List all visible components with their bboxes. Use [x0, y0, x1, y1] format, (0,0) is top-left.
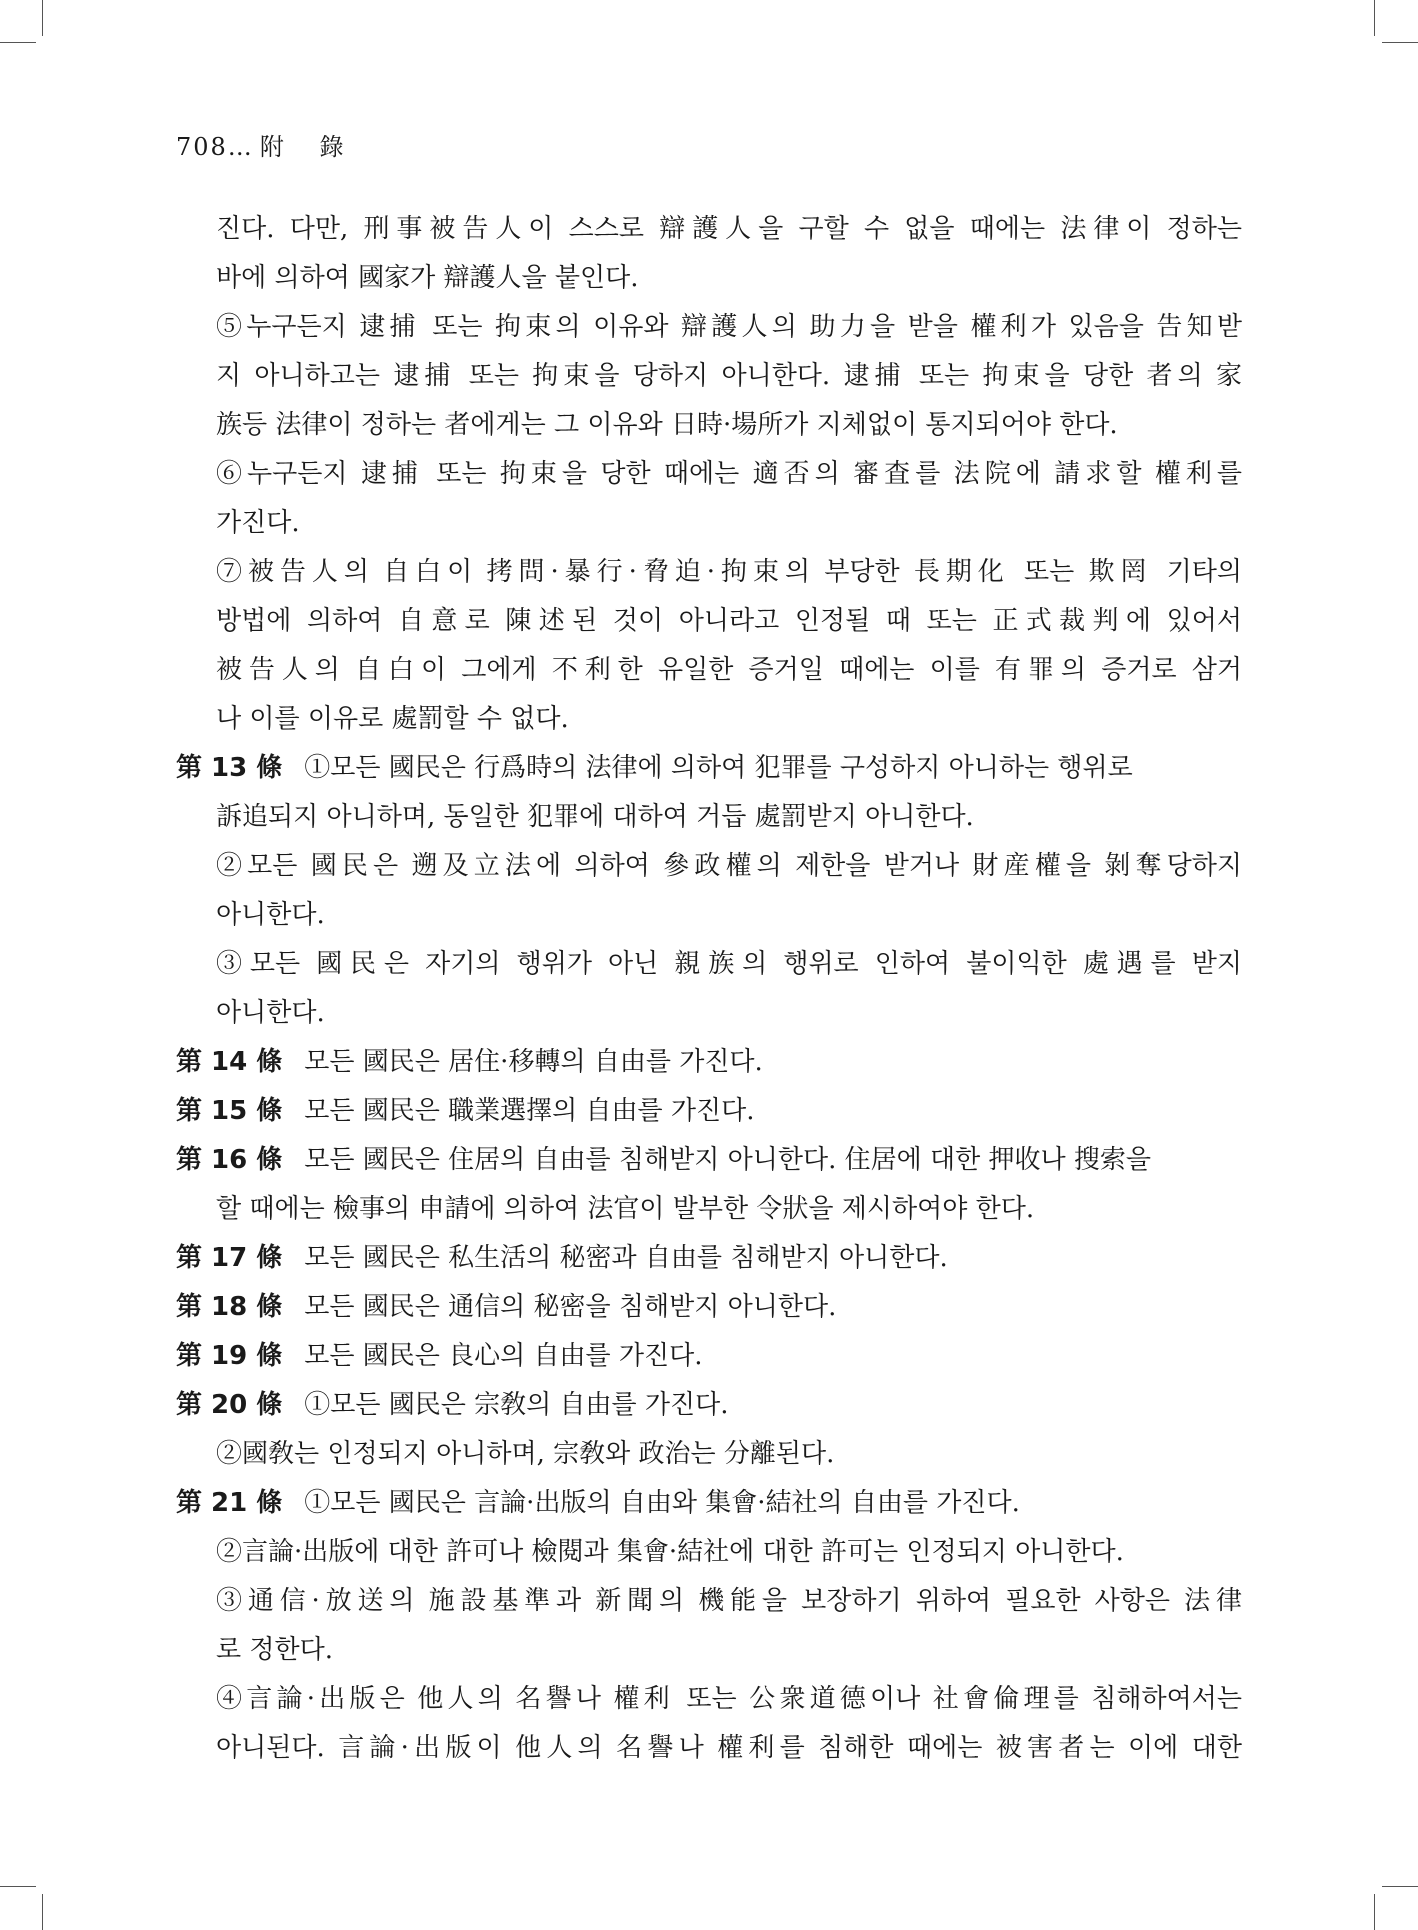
- line-text: ③通信·放送의 施設基準과 新聞의 機能을 보장하기 위하여 필요한 사항은 法律: [216, 1586, 1242, 1616]
- article-text: ①모든 國民은 宗敎의 自由를 가진다.: [304, 1390, 729, 1420]
- text-line: [176, 695, 1242, 744]
- text-line: [176, 1626, 1242, 1675]
- text-line: [176, 303, 1242, 352]
- article-line: [176, 1283, 1242, 1332]
- line-text: 아니한다.: [216, 998, 325, 1028]
- line-text: ④言論·出版은 他人의 名譽나 權利 또는 公衆道德이나 社會倫理를 침해하여서는: [216, 1684, 1242, 1714]
- text-line: [176, 1724, 1242, 1773]
- article-line: [176, 1038, 1242, 1087]
- text-line: [176, 499, 1242, 548]
- crop-mark: [0, 1886, 36, 1887]
- article-label: 第 20 條: [176, 1390, 283, 1420]
- running-title: 附 錄: [259, 133, 358, 161]
- article-label: 第 16 條: [176, 1145, 283, 1175]
- article-line: [176, 1381, 1242, 1430]
- line-text: 訴追되지 아니하며, 동일한 犯罪에 대하여 거듭 處罰받지 아니한다.: [216, 802, 974, 832]
- text-line: [176, 891, 1242, 940]
- text-line: [176, 401, 1242, 450]
- crop-mark: [1374, 0, 1375, 36]
- article-line: [176, 744, 1242, 793]
- article-line: [176, 1332, 1242, 1381]
- line-text: ②모든 國民은 遡及立法에 의하여 參政權의 제한을 받거나 財産權을 剝奪당하지: [216, 851, 1242, 881]
- line-text: 할 때에는 檢事의 申請에 의하여 法官이 발부한 令狀을 제시하여야 한다.: [216, 1194, 1035, 1224]
- text-line: [176, 597, 1242, 646]
- line-text: 가진다.: [216, 508, 300, 538]
- article-label: 第 15 條: [176, 1096, 283, 1126]
- line-text: ②國敎는 인정되지 아니하며, 宗敎와 政治는 分離된다.: [216, 1439, 835, 1469]
- crop-mark: [0, 42, 36, 43]
- text-line: [176, 548, 1242, 597]
- text-line: [176, 205, 1242, 254]
- article-line: [176, 1234, 1242, 1283]
- text-line: [176, 352, 1242, 401]
- text-line: [176, 1528, 1242, 1577]
- article-text: ①모든 國民은 言論·出版의 自由와 集會·結社의 自由를 가진다.: [304, 1488, 1020, 1518]
- text-line: [176, 989, 1242, 1038]
- text-line: [176, 793, 1242, 842]
- line-text: 나 이를 이유로 處罰할 수 없다.: [216, 704, 569, 734]
- text-line: [176, 842, 1242, 891]
- article-text: ①모든 國民은 行爲時의 法律에 의하여 犯罪를 구성하지 아니하는 행위로: [304, 753, 1133, 783]
- article-label: 第 21 條: [176, 1488, 283, 1518]
- line-text: ⑦被告人의 自白이 拷問·暴行·脅迫·拘束의 부당한 長期化 또는 欺罔 기타의: [216, 557, 1242, 587]
- page-number: 708…: [176, 133, 254, 161]
- article-text: 모든 國民은 居住·移轉의 自由를 가진다.: [304, 1047, 763, 1077]
- article-text: 모든 國民은 職業選擇의 自由를 가진다.: [304, 1096, 755, 1126]
- text-line: [176, 450, 1242, 499]
- article-text: 모든 國民은 良心의 自由를 가진다.: [304, 1341, 703, 1371]
- article-text: 모든 國民은 私生活의 秘密과 自由를 침해받지 아니한다.: [304, 1243, 948, 1273]
- line-text: 로 정한다.: [216, 1635, 333, 1665]
- crop-mark: [42, 0, 43, 36]
- text-line: [176, 1675, 1242, 1724]
- line-text: 지 아니하고는 逮捕 또는 拘束을 당하지 아니한다. 逮捕 또는 拘束을 당한 者의 家: [216, 361, 1242, 391]
- line-text: 被告人의 自白이 그에게 不利한 유일한 증거일 때에는 이를 有罪의 증거로 삼거: [216, 655, 1242, 685]
- line-text: ⑤누구든지 逮捕 또는 拘束의 이유와 辯護人의 助力을 받을 權利가 있음을 告知받: [216, 312, 1242, 342]
- line-text: 族등 法律이 정하는 者에게는 그 이유와 日時·場所가 지체없이 통지되어야 한다.: [216, 410, 1118, 440]
- document-body: [176, 205, 1242, 1773]
- article-text: 모든 國民은 通信의 秘密을 침해받지 아니한다.: [304, 1292, 837, 1322]
- text-line: [176, 1430, 1242, 1479]
- line-text: ⑥누구든지 逮捕 또는 拘束을 당한 때에는 適否의 審査를 法院에 請求할 權利를: [216, 459, 1242, 489]
- article-label: 第 18 條: [176, 1292, 283, 1322]
- crop-mark: [1382, 42, 1418, 43]
- article-line: [176, 1479, 1242, 1528]
- line-text: 아니된다. 言論·出版이 他人의 名譽나 權利를 침해한 때에는 被害者는 이에 대한: [216, 1733, 1242, 1763]
- page-header: [176, 127, 357, 162]
- article-text: 모든 國民은 住居의 自由를 침해받지 아니한다. 住居에 대한 押收나 搜索을: [304, 1145, 1152, 1175]
- text-line: [176, 1185, 1242, 1234]
- crop-mark: [42, 1894, 43, 1930]
- article-line: [176, 1136, 1242, 1185]
- article-label: 第 17 條: [176, 1243, 283, 1273]
- article-line: [176, 1087, 1242, 1136]
- line-text: 진다. 다만, 刑事被告人이 스스로 辯護人을 구할 수 없을 때에는 法律이 정하는: [216, 214, 1242, 244]
- article-label: 第 14 條: [176, 1047, 283, 1077]
- text-line: [176, 254, 1242, 303]
- line-text: ③모든 國民은 자기의 행위가 아닌 親族의 행위로 인하여 불이익한 處遇를 받지: [216, 949, 1242, 979]
- article-label: 第 19 條: [176, 1341, 283, 1371]
- line-text: 방법에 의하여 自意로 陳述된 것이 아니라고 인정될 때 또는 正式裁判에 있어서: [216, 606, 1242, 636]
- crop-mark: [1374, 1894, 1375, 1930]
- crop-mark: [1382, 1886, 1418, 1887]
- text-line: [176, 940, 1242, 989]
- line-text: 아니한다.: [216, 900, 325, 930]
- line-text: ②言論·出版에 대한 許可나 檢閱과 集會·結社에 대한 許可는 인정되지 아니한다.: [216, 1537, 1124, 1567]
- line-text: 바에 의하여 國家가 辯護人을 붙인다.: [216, 263, 639, 293]
- text-line: [176, 1577, 1242, 1626]
- text-line: [176, 646, 1242, 695]
- article-label: 第 13 條: [176, 753, 283, 783]
